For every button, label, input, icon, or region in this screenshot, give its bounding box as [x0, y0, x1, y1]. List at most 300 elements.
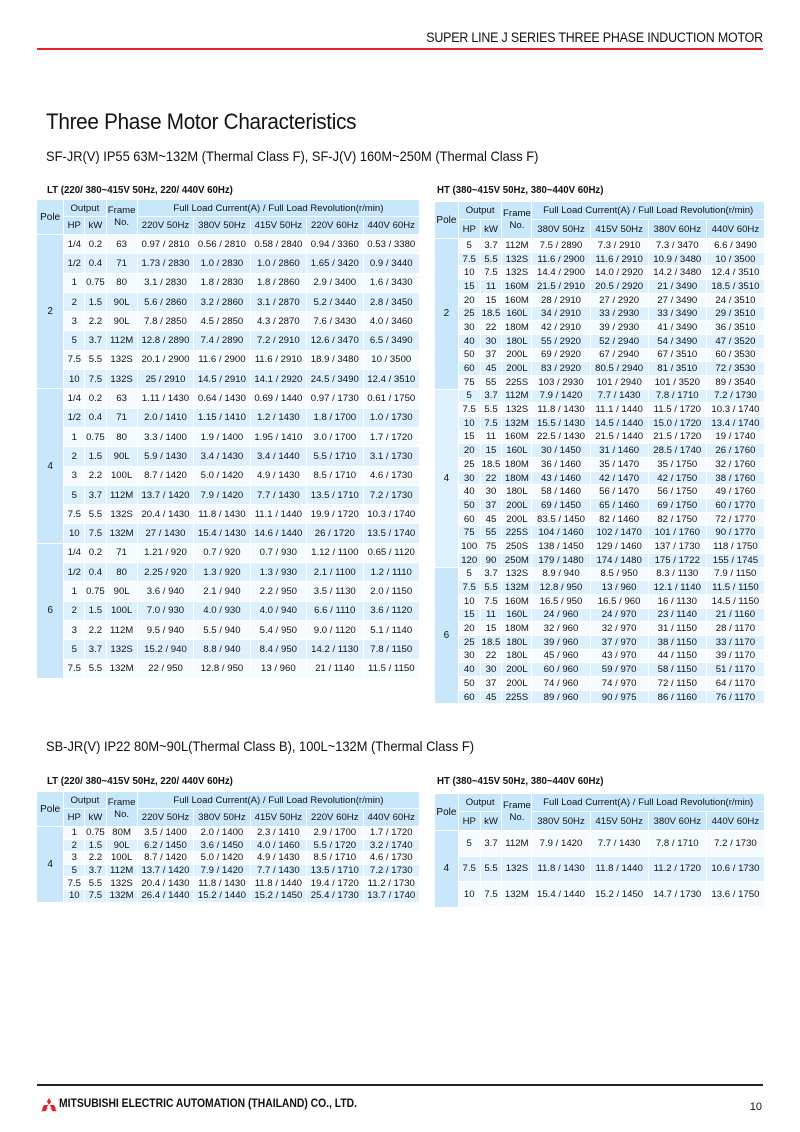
- value-cell: 2.25 / 920: [138, 563, 193, 581]
- value-cell: 45 / 960: [532, 650, 589, 663]
- value-cell: 15.5 / 1430: [532, 417, 589, 430]
- value-cell: 39 / 960: [532, 636, 589, 649]
- value-cell: 20.4 / 1430: [138, 877, 193, 889]
- kw-cell: 45: [481, 362, 502, 375]
- frame-cell: 132M: [107, 660, 137, 678]
- value-cell: 21 / 1140: [307, 660, 362, 678]
- frame-cell: 132S: [502, 568, 531, 581]
- hp-cell: 30: [459, 650, 480, 663]
- kw-cell: 3.7: [481, 390, 502, 403]
- kw-header: kW: [481, 812, 502, 830]
- value-cell: 7.8 / 2850: [138, 312, 193, 330]
- hp-cell: 15: [459, 431, 480, 444]
- table-row: [37, 544, 419, 562]
- value-cell: 3.0 / 1700: [307, 428, 362, 446]
- kw-cell: 90: [481, 554, 502, 567]
- value-cell: 31 / 1150: [649, 622, 706, 635]
- frame-cell: 80: [107, 563, 137, 581]
- kw-cell: 5.5: [85, 505, 105, 523]
- value-cell: 1.8 / 2860: [251, 274, 306, 292]
- value-cell: 4.9 / 1430: [251, 852, 306, 864]
- kw-cell: 3.7: [481, 568, 502, 581]
- section2-ht-label: HT (380~415V 50Hz, 380~440V 60Hz): [437, 775, 604, 787]
- table-row: [435, 513, 764, 526]
- value-cell: 102 / 1470: [591, 526, 648, 539]
- frame-cell: 80: [107, 428, 137, 446]
- voltage-column-header: 220V 60Hz: [307, 217, 362, 234]
- value-cell: 19.9 / 1720: [307, 505, 362, 523]
- value-cell: 4.9 / 1430: [251, 467, 306, 485]
- kw-cell: 75: [481, 540, 502, 553]
- table-row: [37, 505, 419, 523]
- value-cell: 138 / 1450: [532, 540, 589, 553]
- hp-cell: 5: [64, 486, 84, 504]
- value-cell: 28 / 1170: [707, 622, 764, 635]
- voltage-column-header: 415V 50Hz: [251, 809, 306, 826]
- table-row: [435, 499, 764, 512]
- hp-cell: 5: [459, 390, 480, 403]
- value-cell: 43 / 1460: [532, 472, 589, 485]
- kw-cell: 7.5: [481, 266, 502, 279]
- value-cell: 13.5 / 1740: [364, 524, 420, 542]
- kw-cell: 45: [481, 513, 502, 526]
- frame-cell: 112M: [107, 331, 137, 349]
- value-cell: 1.2 / 1110: [364, 563, 420, 581]
- value-cell: 2.9 / 3400: [307, 274, 362, 292]
- hp-cell: 50: [459, 499, 480, 512]
- table-row: [435, 321, 764, 334]
- value-cell: 27 / 3490: [649, 294, 706, 307]
- value-cell: 14.0 / 2920: [591, 266, 648, 279]
- value-cell: 36 / 1460: [532, 458, 589, 471]
- value-cell: 7.7 / 1430: [251, 486, 306, 504]
- value-cell: 3.6 / 940: [138, 582, 193, 600]
- kw-cell: 2.2: [85, 467, 105, 485]
- value-cell: 5.2 / 3440: [307, 293, 362, 311]
- kw-cell: 2.2: [85, 852, 105, 864]
- value-cell: 1.73 / 2830: [138, 254, 193, 272]
- kw-cell: 7.5: [85, 370, 105, 388]
- frame-cell: 180M: [502, 458, 531, 471]
- hp-cell: 25: [459, 636, 480, 649]
- value-cell: 39 / 1170: [707, 650, 764, 663]
- table-row: [435, 568, 764, 581]
- frame-cell: 160L: [502, 307, 531, 320]
- hp-cell: 3: [64, 467, 84, 485]
- kw-cell: 0.4: [85, 563, 105, 581]
- value-cell: 8.4 / 950: [251, 640, 306, 658]
- kw-cell: 3.7: [85, 865, 105, 877]
- frame-header: Frame No.: [107, 200, 137, 234]
- section2-lt-label: LT (220/ 380~415V 50Hz, 220/ 440V 60Hz): [47, 775, 233, 787]
- voltage-column-header: 380V 60Hz: [649, 812, 706, 830]
- value-cell: 4.0 / 3460: [364, 312, 420, 330]
- value-cell: 24 / 970: [591, 609, 648, 622]
- value-cell: 86 / 1160: [649, 691, 706, 704]
- hp-header: HP: [64, 809, 84, 826]
- voltage-column-header: 415V 50Hz: [591, 812, 648, 830]
- section1-title: SF-JR(V) IP55 63M~132M (Thermal Class F), SF-J(V) 160M~250M (Thermal Class F): [46, 148, 539, 164]
- value-cell: 28.5 / 1740: [649, 444, 706, 457]
- value-cell: 4.6 / 1730: [364, 852, 420, 864]
- table-row: [435, 650, 764, 663]
- value-cell: 26.4 / 1440: [138, 890, 193, 902]
- value-cell: 11.8 / 1440: [251, 877, 306, 889]
- value-cell: 7.7 / 1430: [591, 390, 648, 403]
- table-row: [435, 403, 764, 416]
- full-load-group-header: Full Load Current(A) / Full Load Revolution(r/min): [532, 202, 764, 219]
- table-row: [37, 428, 419, 446]
- voltage-column-header: 380V 50Hz: [194, 809, 249, 826]
- value-cell: 14.5 / 1440: [591, 417, 648, 430]
- value-cell: 55 / 2920: [532, 335, 589, 348]
- header-divider: [37, 48, 763, 50]
- table-row: [37, 840, 419, 852]
- value-cell: 43 / 970: [591, 650, 648, 663]
- value-cell: 0.94 / 3360: [307, 235, 362, 253]
- frame-cell: 180L: [502, 485, 531, 498]
- table-row: [435, 417, 764, 430]
- pole-cell: 4: [435, 831, 458, 907]
- value-cell: 10 / 3500: [707, 253, 764, 266]
- hp-cell: 10: [459, 882, 480, 907]
- kw-cell: 37: [481, 499, 502, 512]
- table-row: [435, 335, 764, 348]
- value-cell: 1.3 / 920: [194, 563, 249, 581]
- value-cell: 31 / 1460: [591, 444, 648, 457]
- hp-cell: 1: [64, 274, 84, 292]
- table-row: [435, 349, 764, 362]
- table-row: [37, 293, 419, 311]
- hp-cell: 7.5: [64, 877, 84, 889]
- hp-cell: 20: [459, 622, 480, 635]
- pole-header: Pole: [37, 792, 63, 826]
- value-cell: 23 / 1140: [649, 609, 706, 622]
- value-cell: 4.3 / 2870: [251, 312, 306, 330]
- value-cell: 103 / 2930: [532, 376, 589, 389]
- pole-header: Pole: [435, 794, 458, 830]
- value-cell: 6.5 / 3490: [364, 331, 420, 349]
- table-row: [435, 444, 764, 457]
- hp-cell: 30: [459, 321, 480, 334]
- hp-cell: 25: [459, 458, 480, 471]
- value-cell: 76 / 1170: [707, 691, 764, 704]
- value-cell: 7.8 / 1150: [364, 640, 420, 658]
- value-cell: 69 / 1750: [649, 499, 706, 512]
- frame-cell: 180L: [502, 636, 531, 649]
- frame-cell: 160L: [502, 609, 531, 622]
- frame-cell: 90L: [107, 840, 137, 852]
- kw-cell: 18.5: [481, 636, 501, 648]
- value-cell: 83.5 / 1450: [532, 513, 589, 526]
- frame-cell: 180M: [502, 321, 531, 334]
- value-cell: 83 / 2920: [532, 362, 589, 375]
- hp-cell: 75: [459, 526, 480, 539]
- frame-cell: 200L: [502, 663, 531, 676]
- hp-cell: 20: [459, 294, 480, 307]
- kw-cell: 30: [481, 335, 502, 348]
- voltage-column-header: 380V 50Hz: [532, 812, 589, 830]
- value-cell: 59 / 970: [591, 663, 648, 676]
- value-cell: 7.7 / 1430: [251, 865, 306, 877]
- value-cell: 32 / 960: [532, 622, 589, 635]
- table-row: [37, 409, 419, 427]
- hp-cell: 5: [459, 568, 480, 581]
- frame-cell: 132M: [502, 417, 531, 430]
- value-cell: 3.4 / 1440: [251, 447, 306, 465]
- kw-cell: 3.7: [481, 831, 502, 856]
- kw-cell: 0.2: [85, 544, 105, 562]
- value-cell: 8.7 / 1420: [138, 467, 193, 485]
- frame-cell: 90L: [107, 312, 137, 330]
- value-cell: 0.58 / 2840: [251, 235, 306, 253]
- value-cell: 11.5 / 1720: [649, 403, 706, 416]
- value-cell: 2.2 / 950: [251, 582, 306, 600]
- kw-cell: 0.75: [86, 827, 105, 839]
- value-cell: 37 / 970: [591, 636, 648, 649]
- voltage-column-header: 380V 50Hz: [194, 217, 249, 234]
- hp-cell: 1/2: [64, 409, 84, 427]
- hp-cell: 120: [459, 554, 480, 567]
- frame-cell: 200L: [502, 499, 531, 512]
- hp-cell: 10: [64, 370, 84, 388]
- table-row: [37, 621, 419, 639]
- output-header: Output: [64, 200, 105, 216]
- value-cell: 4.0 / 940: [251, 602, 306, 620]
- hp-cell: 50: [459, 677, 480, 690]
- value-cell: 3.3 / 1400: [138, 428, 193, 446]
- kw-cell: 0.4: [85, 409, 105, 427]
- hp-cell: 60: [459, 513, 480, 526]
- value-cell: 13.7 / 1420: [138, 865, 193, 877]
- kw-cell: 30: [481, 485, 502, 498]
- table-row: [37, 660, 419, 678]
- value-cell: 11.8 / 1430: [532, 403, 589, 416]
- voltage-column-header: 380V 50Hz: [532, 220, 589, 238]
- value-cell: 12.4 / 3510: [707, 266, 764, 279]
- value-cell: 5.5 / 1710: [307, 447, 362, 465]
- value-cell: 11.5 / 1150: [707, 581, 764, 594]
- value-cell: 13.7 / 1740: [364, 890, 420, 902]
- value-cell: 1.15 / 1410: [194, 409, 249, 427]
- value-cell: 14.5 / 1150: [707, 595, 764, 608]
- value-cell: 44 / 1150: [649, 650, 706, 663]
- kw-cell: 0.2: [85, 235, 105, 253]
- value-cell: 7.8 / 1710: [649, 390, 706, 403]
- value-cell: 8.3 / 1130: [649, 568, 706, 581]
- hp-cell: 60: [459, 691, 480, 704]
- value-cell: 36 / 3510: [707, 321, 764, 334]
- value-cell: 10.9 / 3480: [649, 253, 706, 266]
- voltage-column-header: 415V 50Hz: [591, 220, 648, 238]
- table-row: [435, 376, 764, 389]
- frame-cell: 160M: [502, 294, 531, 307]
- kw-cell: 45: [481, 691, 502, 704]
- value-cell: 15.2 / 1440: [194, 890, 249, 902]
- kw-cell: 30: [481, 663, 502, 676]
- value-cell: 129 / 1460: [591, 540, 648, 553]
- hp-cell: 1/4: [64, 235, 84, 253]
- value-cell: 24 / 3510: [707, 294, 764, 307]
- value-cell: 174 / 1480: [591, 554, 648, 567]
- value-cell: 9.0 / 1120: [307, 621, 362, 639]
- value-cell: 64 / 1170: [707, 677, 764, 690]
- table-row: [435, 857, 764, 882]
- hp-cell: 2: [64, 293, 84, 311]
- value-cell: 35 / 1470: [591, 458, 648, 471]
- value-cell: 1.0 / 1730: [364, 409, 420, 427]
- value-cell: 8.7 / 1420: [138, 852, 193, 864]
- value-cell: 1.95 / 1410: [251, 428, 306, 446]
- value-cell: 15.2 / 1450: [251, 890, 306, 902]
- kw-cell: 3.7: [85, 331, 105, 349]
- frame-cell: 90L: [107, 447, 137, 465]
- value-cell: 0.53 / 3380: [364, 235, 420, 253]
- frame-header: Frame No.: [502, 794, 531, 830]
- value-cell: 1.65 / 3420: [307, 254, 362, 272]
- table-row: [435, 390, 764, 403]
- kw-cell: 1.5: [85, 293, 105, 311]
- value-cell: 2.0 / 1150: [364, 582, 420, 600]
- hp-cell: 60: [459, 362, 480, 375]
- table-row: [37, 312, 419, 330]
- value-cell: 33 / 2930: [591, 307, 648, 320]
- value-cell: 67 / 2940: [591, 349, 648, 362]
- value-cell: 12.1 / 1140: [649, 581, 706, 594]
- kw-cell: 15: [481, 294, 502, 307]
- kw-cell: 5.5: [85, 660, 105, 678]
- kw-cell: 1.5: [85, 602, 105, 620]
- value-cell: 16 / 1130: [649, 595, 706, 608]
- hp-cell: 10: [64, 524, 84, 542]
- kw-cell: 7.5: [85, 524, 105, 542]
- frame-cell: 100L: [107, 602, 137, 620]
- kw-cell: 0.4: [85, 254, 105, 272]
- value-cell: 20.5 / 2920: [591, 280, 648, 293]
- value-cell: 8.5 / 1710: [307, 852, 362, 864]
- value-cell: 3.4 / 1430: [194, 447, 249, 465]
- kw-cell: 3.7: [481, 239, 502, 252]
- value-cell: 20.1 / 2900: [138, 351, 193, 369]
- value-cell: 29 / 3510: [707, 307, 764, 320]
- value-cell: 179 / 1480: [532, 554, 589, 567]
- hp-cell: 7.5: [459, 581, 480, 594]
- table-row: [435, 663, 764, 676]
- pole-cell: 4: [37, 827, 63, 902]
- hp-cell: 20: [459, 444, 480, 457]
- kw-cell: 37: [481, 349, 502, 362]
- value-cell: 56 / 1750: [649, 485, 706, 498]
- value-cell: 118 / 1750: [707, 540, 764, 553]
- hp-cell: 10: [459, 266, 480, 279]
- value-cell: 11.8 / 1440: [591, 857, 648, 882]
- table-row: [37, 640, 419, 658]
- value-cell: 74 / 970: [591, 677, 648, 690]
- value-cell: 72 / 1770: [707, 513, 764, 526]
- frame-cell: 132M: [107, 524, 137, 542]
- value-cell: 3.1 / 2870: [251, 293, 306, 311]
- table-row: [37, 890, 419, 902]
- value-cell: 5.0 / 1420: [194, 852, 249, 864]
- kw-cell: 7.5: [481, 882, 502, 907]
- hp-cell: 40: [459, 335, 480, 348]
- value-cell: 1.7 / 1720: [364, 827, 420, 839]
- voltage-column-header: 220V 50Hz: [138, 217, 193, 234]
- value-cell: 11.6 / 2900: [194, 351, 249, 369]
- value-cell: 11.8 / 1430: [194, 877, 249, 889]
- value-cell: 28 / 2910: [532, 294, 589, 307]
- section2-ht-table: [434, 793, 765, 908]
- hp-cell: 15: [459, 280, 480, 293]
- value-cell: 11.1 / 1440: [591, 403, 648, 416]
- value-cell: 1.12 / 1100: [307, 544, 362, 562]
- kw-cell: 18.5: [481, 458, 501, 470]
- table-row: [37, 563, 419, 581]
- value-cell: 10 / 3500: [364, 351, 420, 369]
- voltage-column-header: 415V 50Hz: [251, 217, 306, 234]
- table-row: [37, 467, 419, 485]
- value-cell: 7.2 / 1730: [707, 390, 764, 403]
- voltage-column-header: 220V 60Hz: [307, 809, 362, 826]
- hp-cell: 7.5: [459, 253, 480, 266]
- kw-cell: 3.7: [85, 486, 105, 504]
- hp-cell: 40: [459, 663, 480, 676]
- kw-header: kW: [85, 217, 105, 234]
- value-cell: 1.0 / 2830: [194, 254, 249, 272]
- value-cell: 65 / 1460: [591, 499, 648, 512]
- kw-header: kW: [481, 220, 502, 238]
- value-cell: 22.5 / 1430: [532, 431, 589, 444]
- value-cell: 7.4 / 2890: [194, 331, 249, 349]
- value-cell: 2.3 / 1410: [251, 827, 306, 839]
- table-row: [435, 595, 764, 608]
- kw-cell: 5.5: [481, 857, 502, 882]
- value-cell: 58 / 1150: [649, 663, 706, 676]
- hp-cell: 50: [459, 349, 480, 362]
- table-row: [435, 882, 764, 907]
- table-row: [37, 877, 419, 889]
- value-cell: 1.0 / 2860: [251, 254, 306, 272]
- page-number: 10: [749, 1101, 762, 1113]
- frame-cell: 112M: [502, 390, 531, 403]
- value-cell: 14.5 / 2910: [194, 370, 249, 388]
- hp-cell: 3: [64, 852, 84, 864]
- frame-cell: 71: [107, 254, 137, 272]
- value-cell: 155 / 1745: [707, 554, 764, 567]
- hp-cell: 1: [64, 827, 84, 839]
- section2-lt-table: [36, 791, 420, 903]
- value-cell: 1.9 / 1400: [194, 428, 249, 446]
- value-cell: 10.6 / 1730: [707, 857, 764, 882]
- kw-cell: 0.75: [85, 428, 105, 446]
- hp-cell: 7.5: [64, 660, 84, 678]
- value-cell: 38 / 1760: [707, 472, 764, 485]
- value-cell: 14.1 / 2920: [251, 370, 306, 388]
- voltage-column-header: 380V 60Hz: [649, 220, 706, 238]
- hp-cell: 1/2: [64, 563, 84, 581]
- frame-cell: 132S: [107, 877, 137, 889]
- value-cell: 5.5 / 1720: [307, 840, 362, 852]
- table-row: [37, 331, 419, 349]
- kw-cell: 2.2: [85, 312, 105, 330]
- frame-cell: 132S: [502, 266, 531, 279]
- hp-cell: 15: [459, 609, 480, 622]
- frame-cell: 225S: [502, 376, 531, 389]
- value-cell: 30 / 1450: [532, 444, 589, 457]
- kw-cell: 1.5: [85, 840, 105, 852]
- hp-cell: 5: [64, 640, 84, 658]
- value-cell: 7.3 / 3470: [649, 239, 706, 252]
